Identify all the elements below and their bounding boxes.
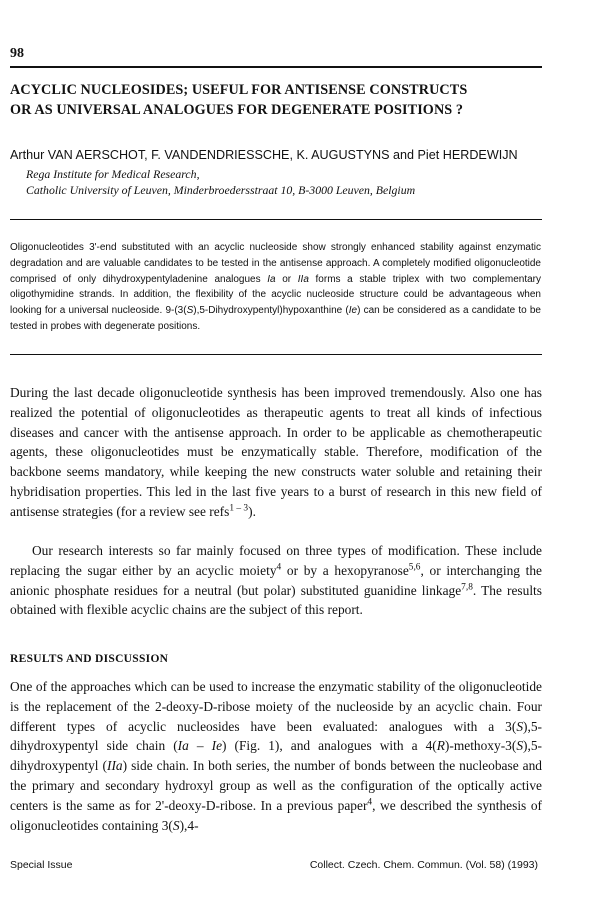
section-heading: RESULTS AND DISCUSSION xyxy=(10,653,169,665)
abstract-rule-bottom xyxy=(10,354,542,355)
title-line-2: OR AS UNIVERSAL ANALOGUES FOR DEGENERATE POSITIONS ? xyxy=(10,102,464,118)
footer-citation: Collect. Czech. Chem. Commun. (Vol. 58) (1993) xyxy=(309,859,538,871)
title-line-1: ACYCLIC NUCLEOSIDES; USEFUL FOR ANTISENSE CONSTRUCTS xyxy=(10,82,468,98)
authors: Arthur VAN AERSCHOT, F. VANDENDRIESSCHE, K. AUGUSTYNS and Piet HERDEWIJN xyxy=(10,148,518,162)
page-number: 98 xyxy=(10,46,24,61)
intro-paragraph-1: During the last decade oligonucleotide synthesis has been improved tremendously. Also one has realized the potential of oligonucleotides as therapeutic agents to treat all kinds of infectious diseases and cancer with the antisense approach. In order to be applicable as chemotherapeutic agents, these oligonucleotides must be enzymatically stable. Therefore, modification of the backbone seems mandatory, while keeping the new constructs water soluble and retaining their hybridisation properties. This led in the last five years to a burst of research in this new field of antisense strategies (for a review see refs$^{1 - 3}$). xyxy=(10,385,542,519)
results-paragraph-1: One of the approaches which can be used to increase the enzymatic stability of the oligonucleotide is the replacement of the 2-deoxy-D-ribose moiety of the nucleoside by an acyclic chain. Four different types of acyclic nucleosides have been evaluated: analogues with a 3(S),5-dihydroxypentyl side chain (Ia – Ie) (Fig. 1), and analogues with a 4(R)-methoxy-3(S),5-dihydroxypentyl (IIa) side chain. In both series, the number of bonds between the nucleobase and the primary and secondary hydroxyl group as well as the configuration of the optically active centers is the same as for 2'-deoxy-D-ribose. In a previous paper$^4$, we described the synthesis of oligonucleotides containing 3(S),4- xyxy=(10,679,543,833)
abstract-rule-top xyxy=(10,219,542,220)
paper-title xyxy=(10,80,550,120)
affiliation-line-1: Rega Institute for Medical Research, xyxy=(26,167,200,181)
header-rule xyxy=(10,66,542,68)
footer-left: Special Issue xyxy=(10,859,73,871)
affiliation-line-2: Catholic University of Leuven, Minderbroedersstraat 10, B-3000 Leuven, Belgium xyxy=(26,183,416,197)
intro-paragraph-2: Our research interests so far mainly focused on three types of modification. These include replacing the sugar either by an acyclic moiety$^4$ or by a hexopyranose$^{5,6}$, or interchanging the anionic phosphate residues for a neutral (but polar) substituted guanidine linkage$^{7,8}$. The results obtained with flexible acyclic chains are the subject of this report. xyxy=(10,543,542,618)
abstract: Oligonucleotides 3'-end substituted with an acyclic nucleoside show strongly enhanced stability against enzymatic degradation and are valuable candidates to be tested in the antisense approach. A completely modified oligonucleotide comprised of only dihydroxypentyladenine analogues Ia or IIa forms a stable triplex with two complementary oligothymidine strands. In addition, the flexibility of the acyclic nucleoside structure could be advantageous when looking for a universal nucleoside. 9-(3(S),5-Dihydroxypentyl)hypoxanthine (Ie) can be considered as a candidate to be tested in probes with degenerate positions. xyxy=(10,242,541,332)
